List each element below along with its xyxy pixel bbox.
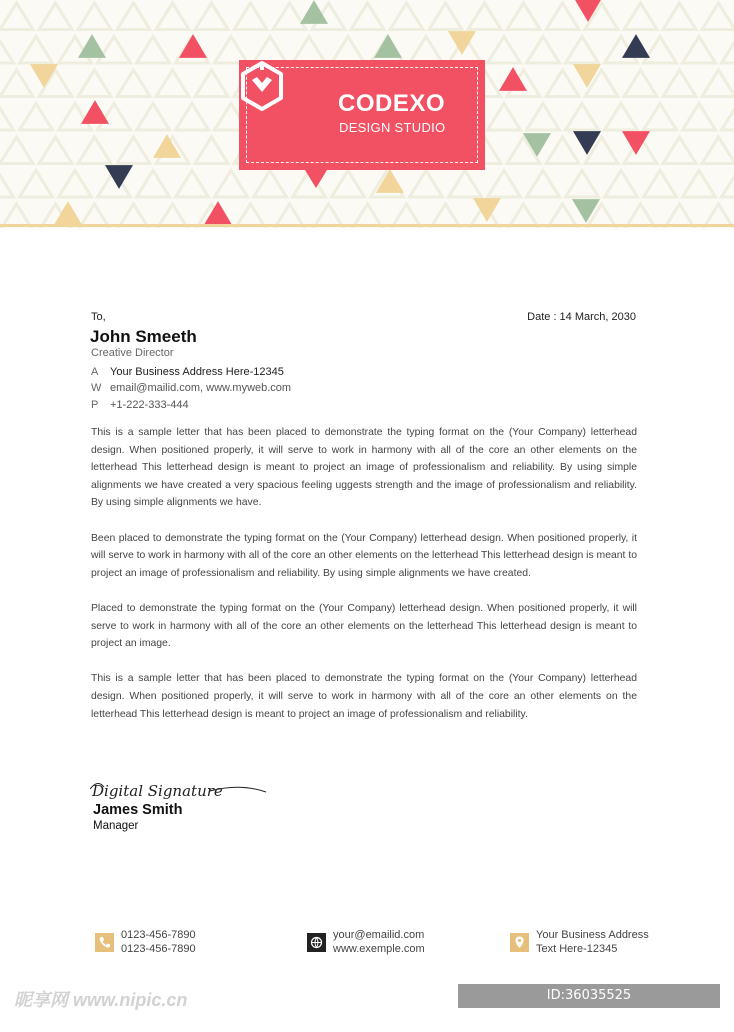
pattern-triangle	[0, 104, 14, 131]
footer-address-1: Your Business Address	[536, 928, 649, 942]
signer-name: James Smith	[93, 802, 182, 818]
signature-script: Digital Signature	[91, 782, 223, 800]
pattern-triangle	[0, 37, 14, 64]
pattern-triangle	[683, 104, 716, 131]
pattern-triangle	[117, 3, 150, 30]
accent-triangle	[204, 201, 232, 225]
pattern-triangle	[468, 3, 501, 30]
pattern-triangle	[137, 171, 170, 198]
pattern-triangle	[20, 104, 53, 131]
letterhead-header	[0, 0, 734, 228]
phone-icon	[95, 933, 114, 952]
pattern-triangle	[117, 137, 150, 164]
pattern-triangle	[663, 70, 696, 97]
recipient-title: Creative Director	[91, 347, 174, 359]
pattern-triangle	[0, 70, 33, 97]
pattern-triangle	[98, 37, 131, 64]
body-paragraph: This is a sample letter that has been placed to demonstrate the typing format on the (Your Company) letterhead design. When positioned properly, it will serve to work in harmony with all of the core an other elements on the letterhead This letterhead design is meant to project an image of professionalism and reliability.	[91, 670, 637, 723]
image-id-watermark: ID:36035525 NO:20260911210749763101	[458, 984, 720, 1008]
contact-phone: +1-222-333-444	[110, 399, 189, 411]
footer-phone-2: 0123-456-7890	[121, 942, 196, 956]
pattern-triangle	[20, 37, 53, 64]
pattern-triangle	[429, 3, 462, 30]
pattern-triangle	[566, 104, 599, 131]
pattern-triangle	[546, 3, 579, 30]
body-paragraph: Been placed to demonstrate the typing format on the (Your Company) letterhead design. When positioned properly, it will serve to work in harmony with all of the core an other elements on the letterhead This letterhead design is meant to project an image of professionalism and reliability. By using simple alignments we have created.	[91, 530, 637, 583]
accent-triangle	[30, 64, 58, 88]
pattern-triangle	[195, 3, 228, 30]
pattern-triangle	[332, 171, 365, 198]
contact-phone-row	[91, 399, 189, 411]
pattern-triangle	[273, 3, 306, 30]
pattern-triangle	[683, 37, 716, 64]
accent-triangle	[448, 31, 476, 55]
pattern-triangle	[176, 104, 209, 131]
footer-address-2: Text Here-12345	[536, 942, 649, 956]
recipient-name: John Smeeth	[90, 327, 197, 347]
pattern-triangle	[527, 37, 560, 64]
signer-role: Manager	[93, 820, 138, 832]
pattern-triangle	[527, 171, 560, 198]
pattern-triangle	[78, 137, 111, 164]
pattern-triangle	[507, 3, 540, 30]
pattern-triangle	[644, 171, 677, 198]
pattern-triangle	[722, 171, 734, 198]
body-paragraph: Placed to demonstrate the typing format on the (Your Company) letterhead design. When positioned properly, it will serve to work in harmony with all of the core an other elements on the letterhead This letterhead design is meant to project an image.	[91, 600, 637, 653]
pattern-triangle	[546, 70, 579, 97]
pattern-triangle	[488, 171, 521, 198]
pattern-triangle	[702, 3, 734, 30]
pattern-triangle	[78, 3, 111, 30]
accent-triangle	[179, 34, 207, 58]
globe-icon	[307, 933, 326, 952]
pattern-triangle	[410, 171, 443, 198]
pattern-triangle	[195, 137, 228, 164]
accent-triangle	[81, 100, 109, 124]
phone-letter: P	[91, 399, 110, 411]
brand-tagline: DESIGN STUDIO	[339, 120, 445, 135]
pattern-triangle	[390, 3, 423, 30]
header-divider	[0, 224, 734, 227]
hexagon-heart-icon	[239, 60, 285, 112]
pattern-triangle	[195, 70, 228, 97]
body-paragraph: This is a sample letter that has been placed to demonstrate the typing format on the (Your Company) letterhead design. When positioned properly, it will serve to work in harmony with all of the core an other elements on the letterhead This letterhead design is meant to project an image of professionalism and reliability. By using simple alignments we have created a very spacious feeling uggests strength and the image of professionalism and reliability. By using simple alignments we have.	[91, 424, 637, 512]
web-letter: W	[91, 382, 110, 394]
pattern-triangle	[117, 70, 150, 97]
signature-scribble	[90, 777, 270, 803]
brand-name: CODEXO	[338, 90, 445, 118]
contact-web: email@mailid.com, www.myweb.com	[110, 382, 291, 394]
pattern-triangle	[39, 137, 72, 164]
pattern-triangle	[605, 171, 638, 198]
accent-triangle	[374, 34, 402, 58]
pattern-triangle	[215, 171, 248, 198]
pattern-triangle	[0, 137, 33, 164]
pattern-triangle	[702, 137, 734, 164]
pattern-triangle	[234, 3, 267, 30]
pattern-triangle	[624, 3, 657, 30]
pattern-triangle	[254, 171, 287, 198]
pattern-triangle	[20, 171, 53, 198]
contact-address-row	[91, 366, 284, 378]
pattern-triangle	[0, 171, 14, 198]
letter-body	[91, 424, 637, 741]
pattern-triangle	[722, 37, 734, 64]
logo-badge	[239, 60, 485, 170]
contact-web-row	[91, 382, 291, 394]
pattern-triangle	[488, 37, 521, 64]
pattern-triangle	[176, 171, 209, 198]
pattern-triangle	[644, 104, 677, 131]
pattern-triangle	[59, 171, 92, 198]
pattern-triangle	[702, 70, 734, 97]
footer-email: your@emailid.com	[333, 928, 425, 942]
address-letter: A	[91, 366, 110, 378]
logo-pointer	[305, 170, 327, 188]
pattern-triangle	[351, 3, 384, 30]
pattern-triangle	[566, 171, 599, 198]
pattern-triangle	[527, 104, 560, 131]
pattern-triangle	[156, 3, 189, 30]
pattern-triangle	[722, 104, 734, 131]
location-pin-icon	[510, 933, 529, 952]
pattern-triangle	[156, 70, 189, 97]
pattern-triangle	[663, 137, 696, 164]
letter-date: Date : 14 March, 2030	[527, 311, 636, 323]
to-label: To,	[91, 311, 106, 323]
pattern-triangle	[0, 3, 33, 30]
pattern-triangle	[546, 137, 579, 164]
pattern-triangle	[683, 171, 716, 198]
footer-website: www.exemple.com	[333, 942, 425, 956]
pattern-triangle	[663, 3, 696, 30]
pattern-triangle	[605, 104, 638, 131]
contact-address: Your Business Address Here-12345	[110, 366, 284, 378]
site-watermark: 昵享网 www.nipic.cn	[14, 986, 187, 1012]
accent-triangle	[54, 201, 82, 225]
pattern-triangle	[488, 104, 521, 131]
pattern-triangle	[644, 37, 677, 64]
pattern-triangle	[566, 37, 599, 64]
pattern-triangle	[137, 104, 170, 131]
pattern-triangle	[624, 70, 657, 97]
pattern-triangle	[449, 171, 482, 198]
pattern-triangle	[137, 37, 170, 64]
pattern-triangle	[39, 3, 72, 30]
pattern-triangle	[78, 70, 111, 97]
footer-phone-1: 0123-456-7890	[121, 928, 196, 942]
